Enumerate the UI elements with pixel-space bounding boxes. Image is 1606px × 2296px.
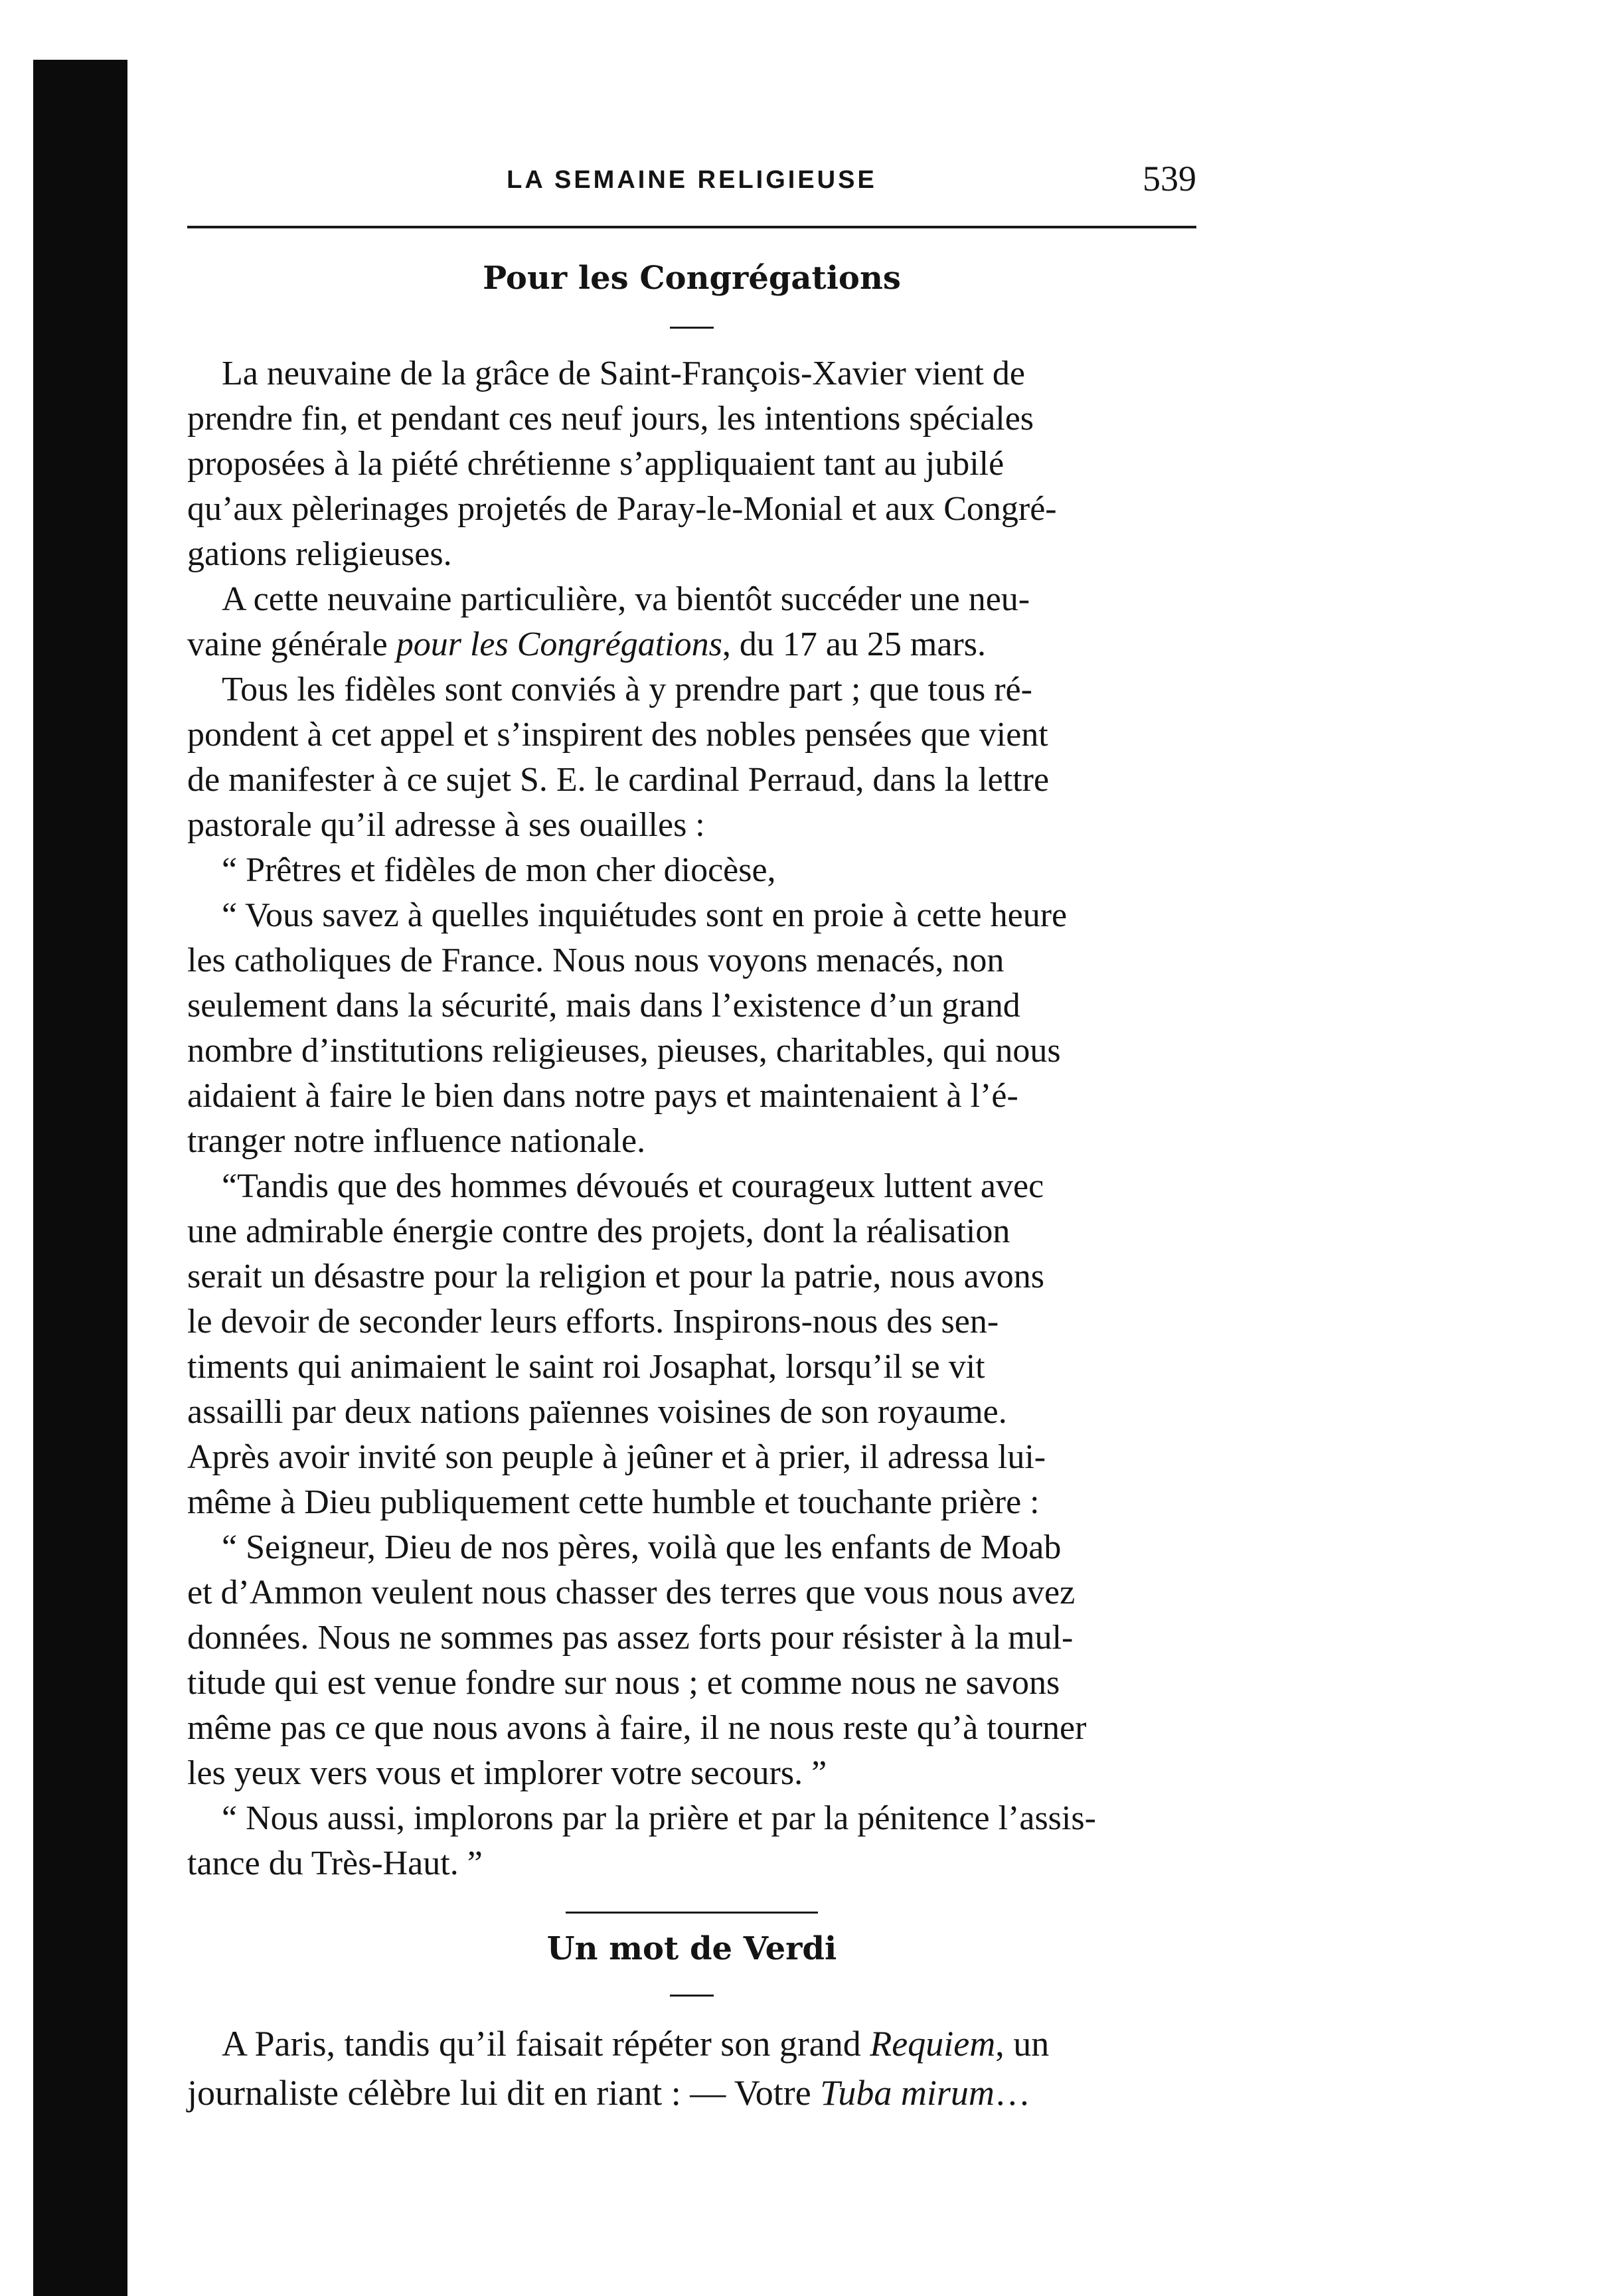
text-line: titude qui est venue fondre sur nous ; et comme nous ne savons xyxy=(187,1664,1060,1702)
italic-text: Tuba mirum xyxy=(820,2073,995,2113)
article-body xyxy=(187,2019,1196,2117)
text-line: assailli par deux nations païennes voisines de son royaume. xyxy=(187,1393,1007,1431)
text-line: gations religieuses. xyxy=(187,535,452,573)
text-line: proposées à la piété chrétienne s’appliquaient tant au jubilé xyxy=(187,445,1004,483)
text-line: , un xyxy=(995,2024,1050,2064)
running-title: LA SEMAINE RELIGIEUSE xyxy=(507,166,877,194)
text-line: seulement dans la sécurité, mais dans l’existence d’un grand xyxy=(187,987,1020,1025)
text-line: les catholiques de France. Nous nous voyons menacés, non xyxy=(187,942,1004,979)
paragraph xyxy=(187,577,1196,667)
text-line: serait un désastre pour la religion et pour la patrie, nous avons xyxy=(187,1258,1044,1295)
paragraph xyxy=(187,893,1196,1164)
text-line: tranger notre influence nationale. xyxy=(187,1122,646,1160)
scan-edge-shadow xyxy=(33,60,127,2296)
text-line: … xyxy=(994,2073,1030,2113)
text-line: Tous les fidèles sont conviés à y prendre part ; que tous ré- xyxy=(222,671,1032,708)
paragraph xyxy=(187,2019,1196,2117)
text-line: données. Nous ne sommes pas assez forts pour résister à la mul- xyxy=(187,1619,1074,1657)
paragraph xyxy=(187,1164,1196,1525)
text-line: “Tandis que des hommes dévoués et courageux luttent avec xyxy=(222,1167,1044,1205)
text-line: le devoir de seconder leurs efforts. Inspirons-nous des sen- xyxy=(187,1303,999,1341)
text-line: timents qui animaient le saint roi Josaphat, lorsqu’il se vit xyxy=(187,1348,985,1386)
text-line: les yeux vers vous et implorer votre secours. ” xyxy=(187,1754,827,1792)
italic-text: pour les Congrégations xyxy=(396,625,722,663)
text-line: et d’Ammon veulent nous chasser des terres que vous nous avez xyxy=(187,1574,1076,1611)
text-line: aidaient à faire le bien dans notre pays et maintenaient à l’é- xyxy=(187,1077,1018,1115)
text-line: vaine générale xyxy=(187,625,396,663)
page-number: 539 xyxy=(1143,159,1196,199)
article-title: Un mot de Verdi xyxy=(546,1930,837,1967)
text-line: La neuvaine de la grâce de Saint-François-Xavier vient de xyxy=(222,355,1025,392)
text-line: “ Nous aussi, implorons par la prière et par la pénitence l’assis- xyxy=(222,1799,1096,1837)
text-line: prendre fin, et pendant ces neuf jours, les intentions spéciales xyxy=(187,400,1034,438)
section-divider xyxy=(566,1912,818,1914)
text-line: même à Dieu publiquement cette humble et touchante prière : xyxy=(187,1483,1040,1521)
text-line: A cette neuvaine particulière, va bientôt succéder une neu- xyxy=(222,580,1030,618)
text-line: pastorale qu’il adresse à ses ouailles : xyxy=(187,806,705,844)
paragraph xyxy=(187,1525,1196,1796)
title-separator xyxy=(670,1995,714,1997)
text-line: “ Seigneur, Dieu de nos pères, voilà que les enfants de Moab xyxy=(222,1528,1062,1566)
paragraph xyxy=(187,667,1196,848)
text-line: journaliste célèbre lui dit en riant : — Votre xyxy=(187,2073,821,2113)
text-line: pondent à cet appel et s’inspirent des nobles pensées que vient xyxy=(187,716,1048,754)
text-line: A Paris, tandis qu’il faisait répéter son grand xyxy=(222,2024,870,2064)
running-head xyxy=(187,133,1196,206)
page xyxy=(187,133,1196,2117)
title-separator xyxy=(670,327,714,329)
text-line: “ Vous savez à quelles inquiétudes sont en proie à cette heure xyxy=(222,896,1068,934)
article-body xyxy=(187,351,1196,1886)
paragraph xyxy=(187,351,1196,577)
text-line: tance du Très-Haut. ” xyxy=(187,1845,483,1882)
text-line: nombre d’institutions religieuses, pieuses, charitables, qui nous xyxy=(187,1032,1061,1070)
text-line: même pas ce que nous avons à faire, il ne nous reste qu’à tourner xyxy=(187,1709,1087,1747)
italic-text: Requiem xyxy=(870,2024,996,2064)
paragraph xyxy=(187,848,1196,893)
paragraph xyxy=(187,1796,1196,1886)
text-line: Après avoir invité son peuple à jeûner et à prier, il adressa lui- xyxy=(187,1438,1046,1476)
text-line: une admirable énergie contre des projets, dont la réalisation xyxy=(187,1212,1010,1250)
text-line: qu’aux pèlerinages projetés de Paray-le-Monial et aux Congré- xyxy=(187,490,1057,528)
article-title: Pour les Congrégations xyxy=(483,260,901,297)
header-rule xyxy=(187,226,1196,228)
text-line: de manifester à ce sujet S. E. le cardinal Perraud, dans la lettre xyxy=(187,761,1050,799)
text-line: , du 17 au 25 mars. xyxy=(722,625,987,663)
text-line: “ Prêtres et fidèles de mon cher diocèse, xyxy=(222,851,776,889)
